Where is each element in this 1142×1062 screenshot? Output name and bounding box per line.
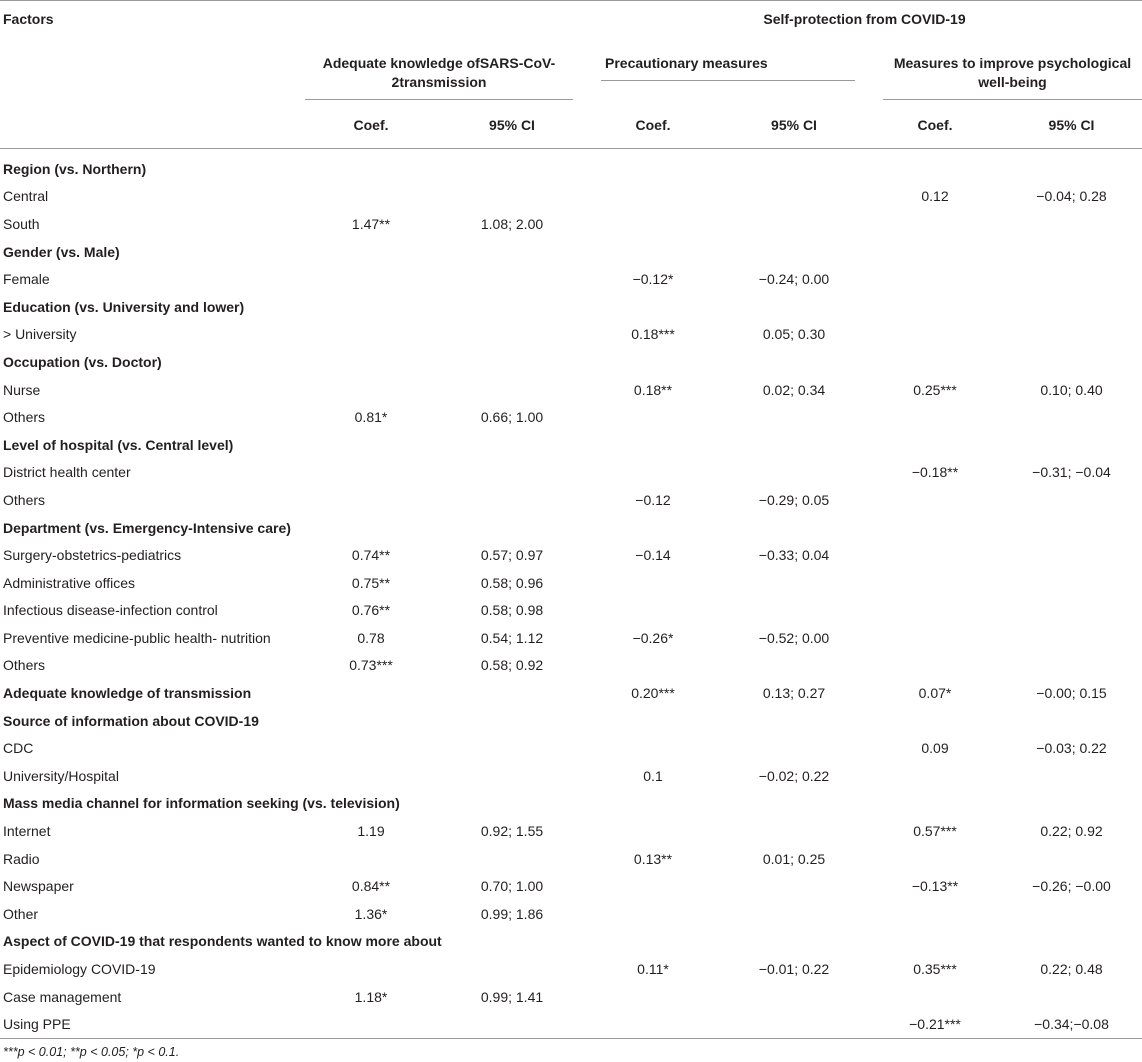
ci-cell-1 (437, 321, 587, 349)
ci-cell-1 (437, 762, 587, 790)
coef-header-3: Coef. (917, 117, 953, 133)
coef-cell-2 (587, 817, 719, 845)
table-row (0, 762, 1142, 790)
table-row (0, 983, 1142, 1011)
ci-cell-1: 0.70; 1.00 (480, 878, 544, 895)
coef-cell-3: 0.35*** (913, 961, 957, 978)
table-row (0, 183, 1142, 211)
coef-header-2: Coef. (635, 117, 671, 133)
section-label: Level of hospital (vs. Central level) (3, 436, 234, 453)
ci-cell-3: 0.10; 0.40 (1040, 381, 1103, 398)
ci-cell-2 (719, 900, 869, 928)
table-row (0, 486, 1142, 514)
factor-label: CDC (3, 740, 34, 757)
coef-cell-2: −0.26* (632, 629, 674, 646)
ci-cell-2: 0.02; 0.34 (762, 381, 826, 398)
factor-label: Newspaper (3, 878, 74, 895)
coef-cell-3 (869, 210, 1001, 238)
coef-cell-1 (305, 845, 437, 873)
table-row (0, 955, 1142, 983)
ci-cell-3: 0.22; 0.92 (1040, 823, 1103, 840)
coef-cell-2 (587, 652, 719, 680)
coef-cell-2: 0.13** (633, 850, 673, 867)
ci-cell-1 (437, 183, 587, 211)
coef-cell-2 (587, 210, 719, 238)
ci-cell-1 (437, 486, 587, 514)
ci-cell-3 (1001, 486, 1142, 514)
header-row-columns (0, 102, 1142, 149)
coef-cell-1: 0.73*** (349, 657, 393, 674)
table-row (0, 624, 1142, 652)
section-row (0, 707, 1142, 735)
ci-cell-2: −0.24; 0.00 (758, 271, 830, 288)
coef-cell-2 (587, 734, 719, 762)
coef-cell-2 (587, 569, 719, 597)
factor-label: Others (3, 409, 46, 426)
coef-cell-2 (587, 183, 719, 211)
coef-cell-1 (305, 376, 437, 404)
section-row (0, 790, 1142, 818)
ci-cell-1: 0.58; 0.98 (480, 602, 544, 619)
table-row (0, 817, 1142, 845)
table-row (0, 1010, 1142, 1038)
ci-cell-2 (719, 734, 869, 762)
ci-cell-3: −0.00; 0.15 (1036, 685, 1107, 702)
factor-label: Others (3, 491, 46, 508)
ci-cell-3 (1001, 983, 1142, 1011)
factors-header: Factors (3, 11, 54, 27)
ci-cell-1: 0.99; 1.41 (480, 988, 544, 1005)
ci-cell-2: 0.01; 0.25 (762, 850, 826, 867)
ci-cell-3 (1001, 845, 1142, 873)
factor-label: South (3, 215, 40, 232)
ci-cell-1 (437, 1010, 587, 1038)
table-row (0, 845, 1142, 873)
table-row (0, 597, 1142, 625)
section-label: Region (vs. Northern) (3, 160, 147, 177)
ci-cell-1: 0.99; 1.86 (480, 905, 544, 922)
coef-cell-1: 0.81* (354, 409, 388, 426)
table-row (0, 210, 1142, 238)
factor-label: Administrative offices (3, 574, 136, 591)
ci-cell-3 (1001, 265, 1142, 293)
table-row (0, 569, 1142, 597)
ci-header-2: 95% CI (771, 117, 817, 133)
ci-cell-3 (1001, 403, 1142, 431)
coef-cell-3 (869, 597, 1001, 625)
coef-cell-1: 0.74** (351, 547, 391, 564)
table-row (0, 376, 1142, 404)
ci-cell-2 (719, 183, 869, 211)
factor-label: Female (3, 271, 50, 288)
ci-cell-1: 1.08; 2.00 (480, 215, 544, 232)
coef-cell-2: −0.12* (632, 271, 674, 288)
coef-cell-3: 0.07* (918, 685, 952, 702)
ci-cell-2 (719, 597, 869, 625)
coef-cell-3: 0.09 (921, 740, 949, 757)
section-label: Occupation (vs. Doctor) (3, 353, 162, 370)
ci-cell-2 (719, 403, 869, 431)
section-row (0, 928, 1142, 956)
ci-cell-1 (437, 955, 587, 983)
ci-cell-2 (719, 872, 869, 900)
ci-cell-2 (719, 210, 869, 238)
precaution-group-header: Precautionary measures (601, 47, 855, 81)
coef-cell-2: −0.14 (635, 547, 671, 564)
ci-cell-1: 0.92; 1.55 (480, 823, 544, 840)
ci-cell-2 (719, 652, 869, 680)
coef-cell-1 (305, 679, 437, 707)
coef-cell-2 (587, 1010, 719, 1038)
coef-cell-3: −0.18** (911, 464, 959, 481)
factor-label: > University (3, 326, 77, 343)
ci-cell-1 (437, 376, 587, 404)
ci-cell-2: 0.05; 0.30 (762, 326, 826, 343)
ci-cell-2: −0.01; 0.22 (758, 961, 830, 978)
coef-cell-1 (305, 265, 437, 293)
coef-cell-2: 0.18*** (631, 326, 675, 343)
coef-cell-1 (305, 459, 437, 487)
coef-cell-1: 1.36* (354, 905, 388, 922)
section-label: Education (vs. University and lower) (3, 298, 245, 315)
ci-cell-3 (1001, 762, 1142, 790)
ci-cell-3 (1001, 624, 1142, 652)
coef-cell-1: 0.75** (351, 574, 391, 591)
coef-cell-2 (587, 872, 719, 900)
section-row (0, 431, 1142, 459)
factor-label: Epidemiology COVID-19 (3, 961, 156, 978)
ci-cell-3: −0.26; −0.00 (1032, 878, 1111, 895)
section-row (0, 238, 1142, 266)
ci-cell-1 (437, 734, 587, 762)
coef-cell-2 (587, 983, 719, 1011)
ci-cell-1 (437, 679, 587, 707)
section-label: Aspect of COVID-19 that respondents wanted to know more about (3, 933, 442, 950)
coef-cell-3: 0.57*** (913, 823, 957, 840)
factor-label: Internet (3, 823, 51, 840)
coef-cell-3 (869, 762, 1001, 790)
ci-cell-3: −0.03; 0.22 (1036, 740, 1107, 757)
table-row (0, 734, 1142, 762)
ci-cell-3: −0.04; 0.28 (1036, 188, 1107, 205)
coef-cell-1 (305, 734, 437, 762)
coef-header-1: Coef. (353, 117, 389, 133)
factor-label: Radio (3, 850, 40, 867)
factor-label: District health center (3, 464, 131, 481)
coef-cell-3 (869, 900, 1001, 928)
coef-cell-3: −0.13** (911, 878, 959, 895)
ci-cell-3 (1001, 900, 1142, 928)
ci-cell-3 (1001, 569, 1142, 597)
factor-label: Infectious disease-infection control (3, 602, 218, 619)
ci-cell-1 (437, 845, 587, 873)
coef-cell-3 (869, 569, 1001, 597)
ci-cell-1 (437, 265, 587, 293)
ci-cell-3 (1001, 321, 1142, 349)
coef-cell-2 (587, 597, 719, 625)
coef-cell-3 (869, 541, 1001, 569)
ci-cell-3 (1001, 652, 1142, 680)
section-row (0, 514, 1142, 542)
ci-cell-2: 0.13; 0.27 (762, 685, 826, 702)
coef-cell-2: −0.12 (635, 491, 671, 508)
section-row (0, 293, 1142, 321)
wellbeing-group-header: Measures to improve psychological well-being (883, 47, 1142, 100)
coef-cell-1 (305, 183, 437, 211)
coef-cell-1: 1.19 (357, 823, 385, 840)
coef-cell-1: 1.18* (354, 988, 388, 1005)
coef-cell-3: 0.12 (921, 188, 949, 205)
coef-cell-1 (305, 955, 437, 983)
section-row (0, 679, 1142, 707)
coef-cell-1: 0.78 (357, 629, 385, 646)
ci-cell-3: 0.22; 0.48 (1040, 961, 1103, 978)
coef-cell-1 (305, 321, 437, 349)
coef-cell-2: 0.18** (633, 381, 673, 398)
ci-cell-2 (719, 459, 869, 487)
section-label: Gender (vs. Male) (3, 243, 120, 260)
ci-cell-2 (719, 569, 869, 597)
coef-cell-1 (305, 762, 437, 790)
table-body (0, 149, 1142, 1039)
ci-cell-1: 0.54; 1.12 (480, 629, 544, 646)
coef-cell-2: 0.20*** (631, 685, 675, 702)
ci-cell-2: −0.29; 0.05 (758, 491, 830, 508)
table-row (0, 403, 1142, 431)
ci-cell-3 (1001, 541, 1142, 569)
coef-cell-2 (587, 403, 719, 431)
section-label: Mass media channel for information seeking (vs. television) (3, 795, 400, 812)
ci-cell-2 (719, 817, 869, 845)
ci-cell-3 (1001, 210, 1142, 238)
coef-cell-2 (587, 900, 719, 928)
ci-cell-2: −0.02; 0.22 (758, 767, 830, 784)
table-footnote: ***p < 0.01; **p < 0.05; *p < 0.1. (3, 1045, 180, 1059)
coef-cell-3 (869, 486, 1001, 514)
factor-label: University/Hospital (3, 767, 119, 784)
ci-cell-1: 0.57; 0.97 (480, 547, 544, 564)
table-row (0, 652, 1142, 680)
ci-header-3: 95% CI (1048, 117, 1095, 133)
coef-cell-1: 1.47** (351, 215, 391, 232)
coef-cell-3 (869, 321, 1001, 349)
coef-cell-1: 0.84** (351, 878, 391, 895)
factor-label: Using PPE (3, 1016, 71, 1033)
ci-cell-1: 0.58; 0.96 (480, 574, 544, 591)
table-row (0, 872, 1142, 900)
section-label: Source of information about COVID-19 (3, 712, 259, 729)
coef-cell-1 (305, 486, 437, 514)
factor-label: Surgery-obstetrics-pediatrics (3, 547, 182, 564)
factor-label: Case management (3, 988, 122, 1005)
coef-cell-3: −0.21*** (909, 1016, 961, 1033)
coef-cell-3 (869, 983, 1001, 1011)
ci-cell-2 (719, 1010, 869, 1038)
ci-cell-2: −0.33; 0.04 (758, 547, 830, 564)
coef-cell-3 (869, 845, 1001, 873)
header-row-groups (0, 47, 1142, 102)
ci-cell-3 (1001, 597, 1142, 625)
coef-cell-2: 0.1 (643, 767, 663, 784)
coef-cell-1 (305, 1010, 437, 1038)
ci-header-1: 95% CI (489, 117, 535, 133)
factor-label: Preventive medicine-public health- nutrition (3, 629, 271, 646)
ci-cell-2 (719, 983, 869, 1011)
coef-cell-3: 0.25*** (913, 381, 957, 398)
coef-cell-3 (869, 624, 1001, 652)
table-row (0, 265, 1142, 293)
factor-label: Other (3, 905, 39, 922)
self-protection-header: Self-protection from COVID-19 (763, 11, 966, 27)
table-row (0, 459, 1142, 487)
ci-cell-3: −0.31; −0.04 (1032, 464, 1111, 481)
ci-cell-1: 0.66; 1.00 (480, 409, 544, 426)
coef-cell-1: 0.76** (351, 602, 391, 619)
factor-label: Others (3, 657, 46, 674)
knowledge-group-header: Adequate knowledge ofSARS-CoV-2transmission (305, 47, 573, 100)
table-row (0, 321, 1142, 349)
table-row (0, 541, 1142, 569)
coef-cell-3 (869, 403, 1001, 431)
factor-label: Nurse (3, 381, 41, 398)
coef-cell-3 (869, 652, 1001, 680)
coef-cell-2: 0.11* (637, 961, 669, 978)
ci-cell-3: −0.34;−0.08 (1034, 1016, 1109, 1033)
table-row (0, 900, 1142, 928)
coef-cell-3 (869, 265, 1001, 293)
ci-cell-2: −0.52; 0.00 (758, 629, 830, 646)
section-row (0, 348, 1142, 376)
coef-cell-2 (587, 459, 719, 487)
factor-label: Central (3, 188, 49, 205)
section-label: Department (vs. Emergency-Intensive care) (3, 519, 291, 536)
section-label: Adequate knowledge of transmission (3, 685, 252, 702)
ci-cell-1: 0.58; 0.92 (480, 657, 544, 674)
section-row (0, 149, 1142, 183)
ci-cell-1 (437, 459, 587, 487)
header-row-top (0, 1, 1142, 48)
